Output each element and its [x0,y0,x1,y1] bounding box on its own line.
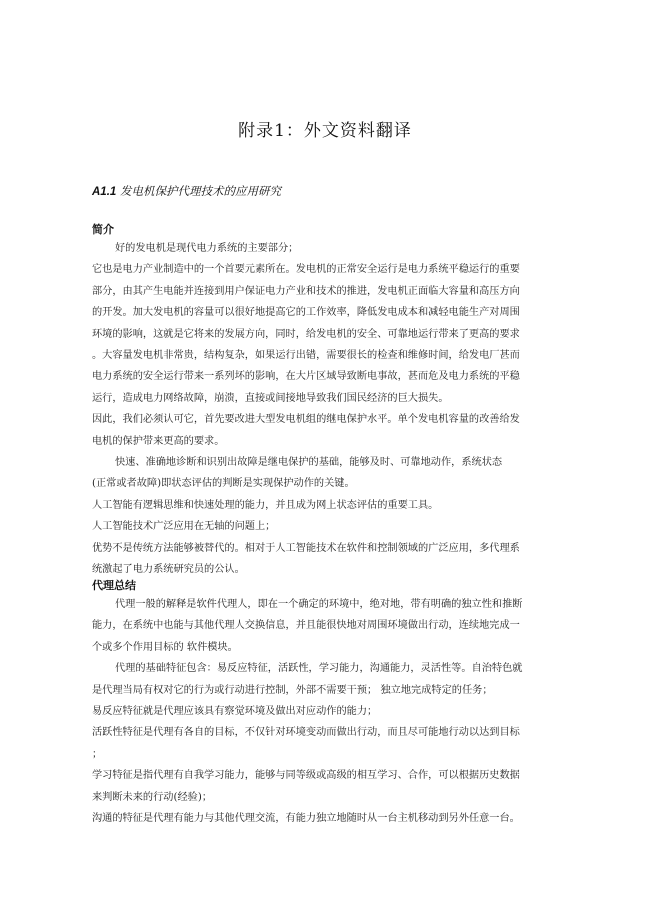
paragraph-line: 人工智能有逻辑思维和快速处理的能力，并且成为网上状态评估的重要工具。 [92,499,439,511]
paragraph-line: 快速、准确地诊断和识别出故障是继电保护的基础，能够及时、可靠地动作，系统状态 [115,457,503,469]
paragraph-line: 优势不是传统方法能够被替代的。相对于人工智能技术在软件和控制领域的广泛应用，多代理系 [92,542,520,554]
paragraph-line: 易反应特征就是代理应该具有察觉环境及做出对应动作的能力； [92,706,378,718]
paragraph-line: 沟通的特征是代理有能力与其他代理交流，有能力独立地随时从一台主机移动到另外任意一台。 [92,813,520,825]
paragraph-line: 因此，我们必须认可它，首先要改进大型发电机组的继电保护水平。单个发电机容量的改善给发 [92,414,520,426]
intro-heading: 简介 [92,224,114,236]
paragraph-line: 来判断未来的行动(经验)； [92,791,213,803]
paragraph-line: (正常或者故障)即状态评估的判断是实现保护动作的关键。 [92,478,355,490]
paragraph-line: 环境的影响，这就是它将来的发展方向，同时，给发电机的安全、可靠地运行带来了更高的要求 [92,328,520,340]
paragraph-line: 电机的保护带来更高的要求。 [92,435,225,447]
paragraph-line: 它也是电力产业制造中的一个首要元素所在。发电机的正常安全运行是电力系统平稳运行的重要 [92,264,520,276]
paragraph-line: 统激起了电力系统研究员的公认。 [92,564,245,576]
paragraph-line: 电力系统的安全运行带来一系列坏的影响，在大片区域导致断电事故，甚而危及电力系统的平稳 [92,371,520,383]
page-title: 附录1：外文资料翻译 [238,121,412,141]
paragraph-line: 是代理当局有权对它的行为或行动进行控制，外部不需要干预； 独立地完成特定的任务； [92,684,493,696]
paragraph-line: ； [92,748,103,760]
section-number: A1.1 [92,186,117,198]
paragraph-line: 好的发电机是现代电力系统的主要部分； [115,243,299,254]
paragraph-line: 的开发。加大发电机的容量可以很好地提高它的工作效率，降低发电成本和减轻电能生产对周围 [92,307,520,319]
paragraph-line: 部分，由其产生电能并连接到用户保证电力产业和技术的推进，发电机正面临大容量和高压方向 [92,285,520,297]
paragraph-line: 人工智能技术广泛应用在无轴的问题上； [92,521,276,533]
paragraph-line: 代理的基础特征包含：易反应特征，活跃性，学习能力，沟通能力，灵活性等。自治特色就 [115,663,523,675]
agent-heading: 代理总结 [92,580,136,592]
paragraph-line: 运行，造成电力网络故障，崩溃，直接或间接地导致我们国民经济的巨大损失。 [92,392,449,404]
intro-body [92,238,560,581]
paragraph-line: 代理一般的解释是软件代理人，即在一个确定的环境中，绝对地，带有明确的独立性和推断 [115,599,523,610]
paragraph-line: 学习特征是指代理有自我学习能力，能够与同等级或高级的相互学习、合作，可以根据历史数据 [92,770,520,782]
paragraph-line: 个或多个作用目标的 软件模块。 [92,641,238,653]
agent-body [92,594,560,829]
section-title [92,183,281,199]
paragraph-line: 活跃性特征是代理有各自的目标，不仅针对环境变动而做出行动，而且尽可能地行动以达到目标 [92,727,520,739]
section-title-text: 发电机保护代理技术的应用研究 [119,184,281,198]
paragraph-line: 。大容量发电机非常贵，结构复杂，如果运行出错，需要很长的检查和维修时间，给发电厂甚而 [92,350,520,362]
paragraph-line: 能力，在系统中也能与其他代理人交换信息，并且能很快地对周围环境做出行动，连续地完成一 [92,620,520,632]
